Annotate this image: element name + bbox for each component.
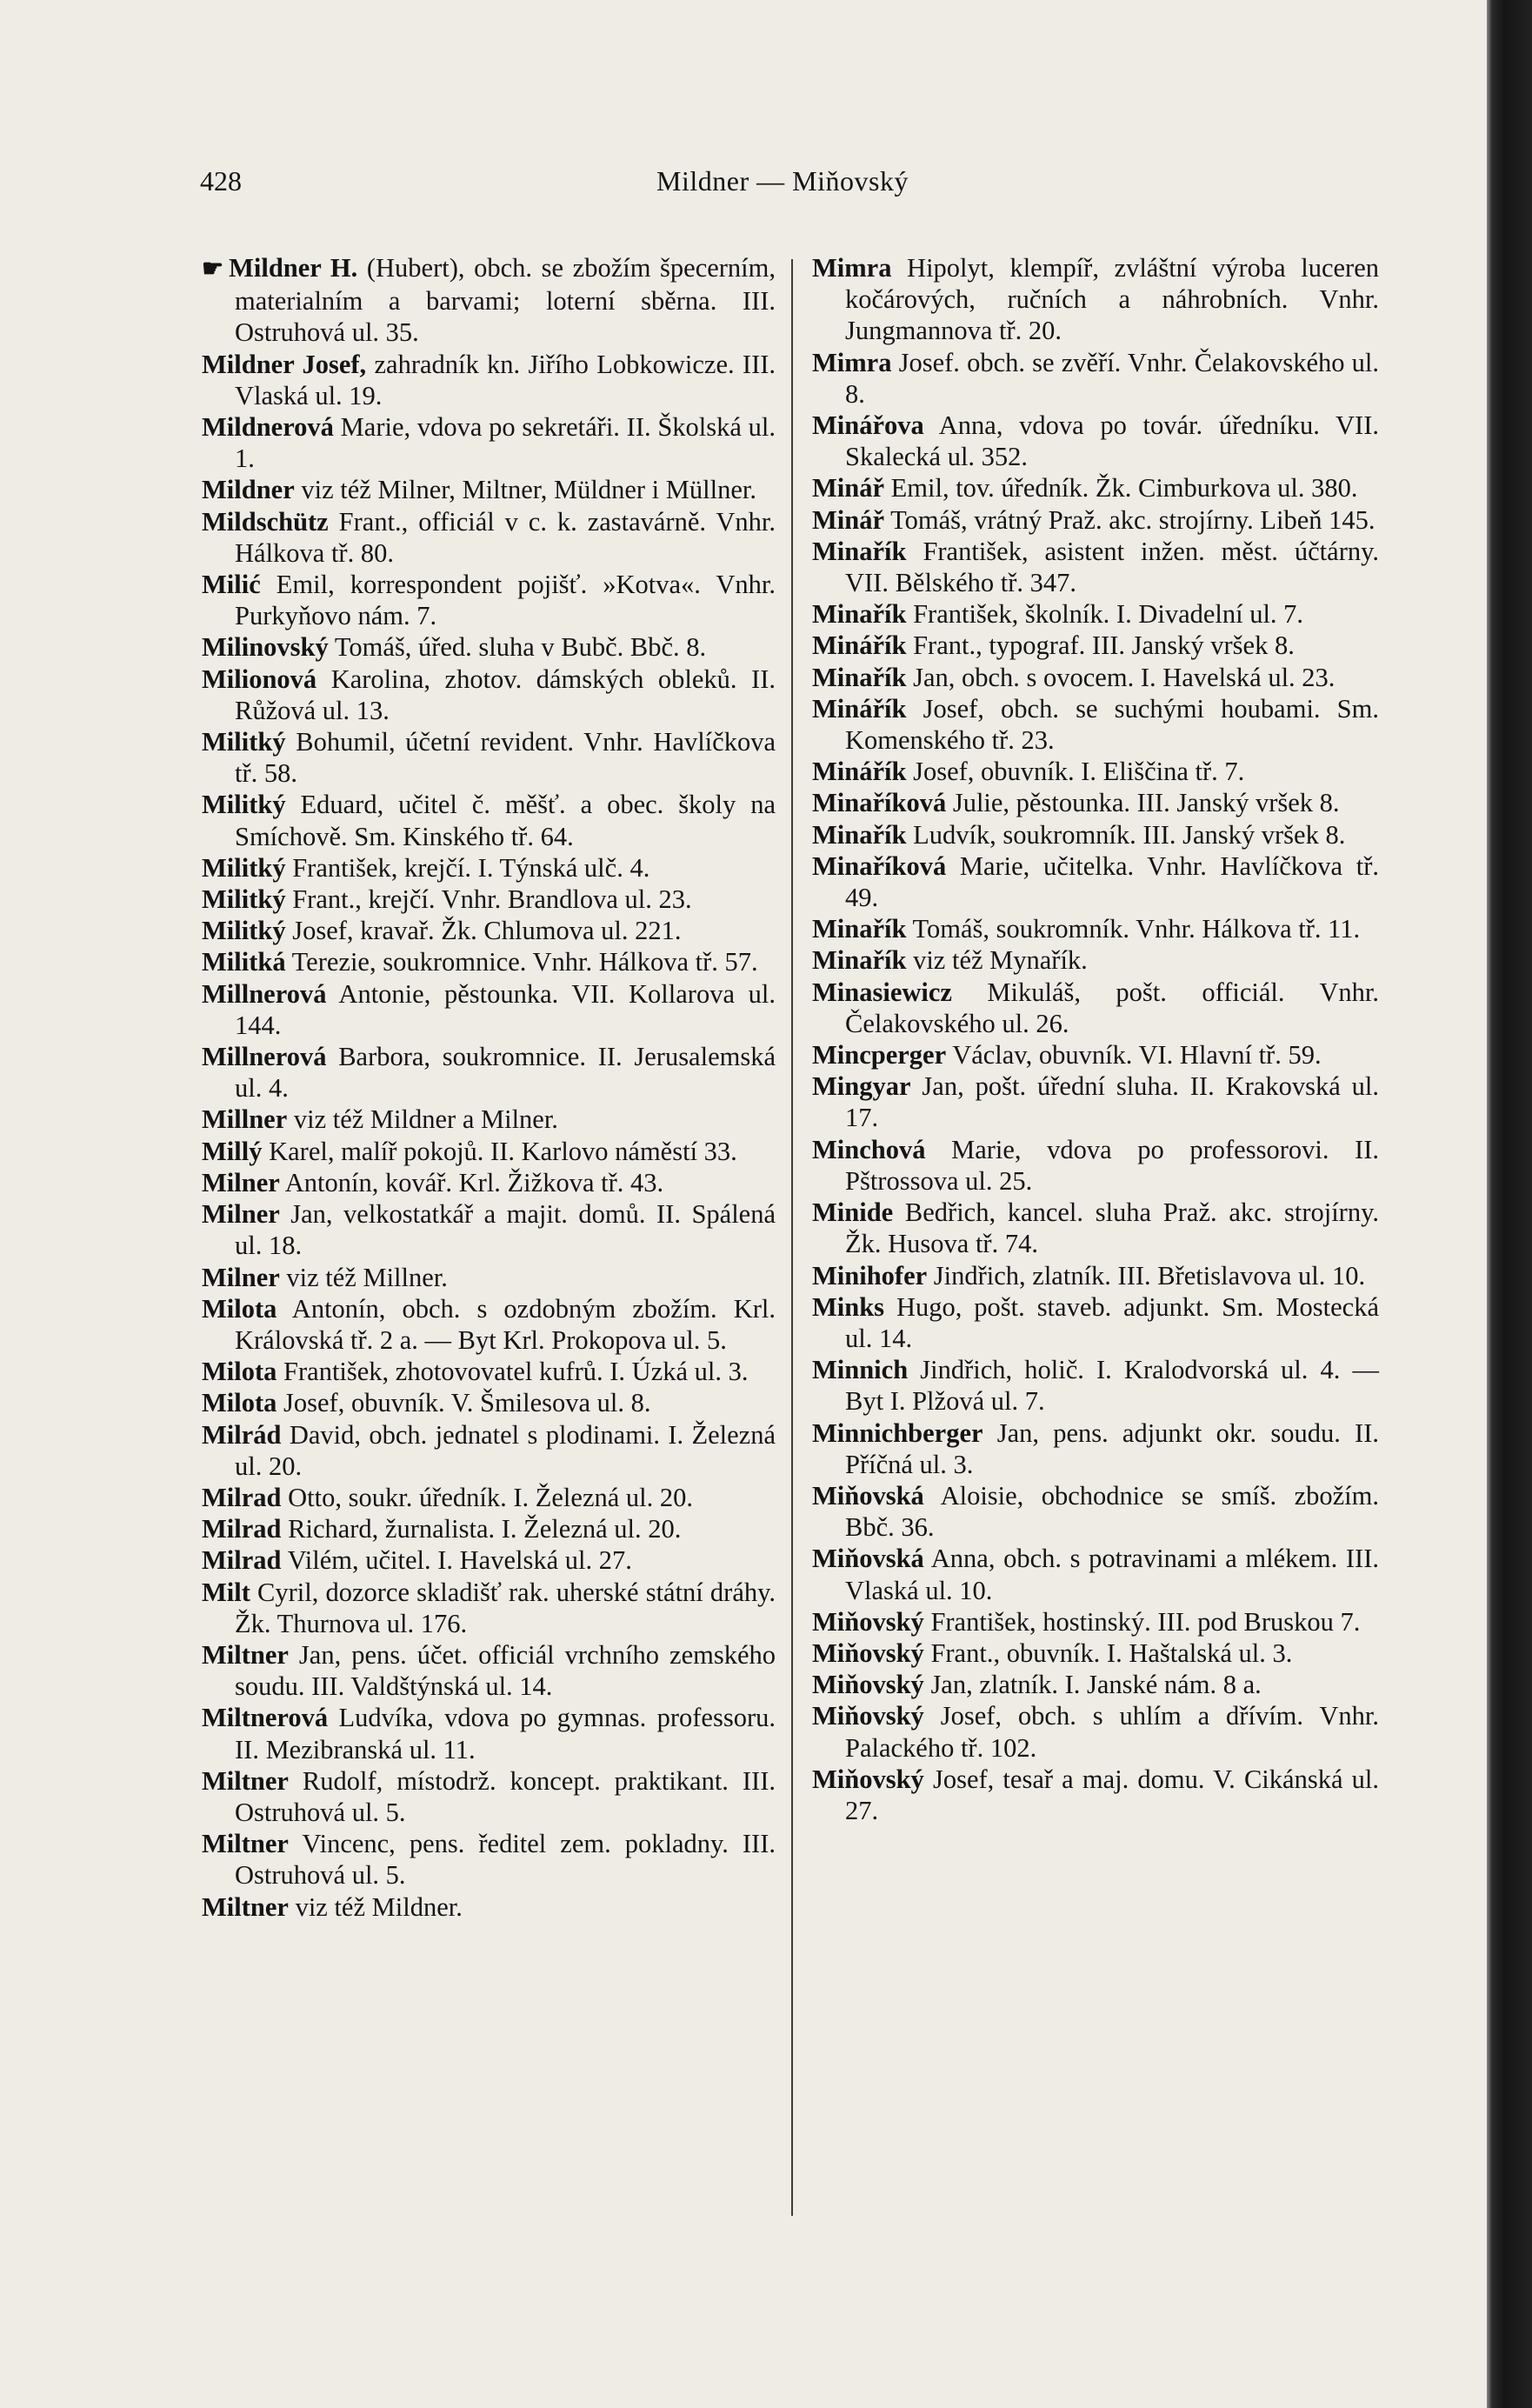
entry-name: Miltner xyxy=(202,1829,289,1859)
directory-entry xyxy=(812,504,1379,536)
entry-details: Mikuláš, pošt. officiál. Vnhr. Čelakovského ul. 26. xyxy=(845,977,1379,1038)
entry-name: Minks xyxy=(812,1291,885,1322)
entry-name: Minaříková xyxy=(812,850,947,881)
entry-details: Anna, obch. s potravinami a mlékem. III. Vlaská ul. 10. xyxy=(845,1544,1379,1605)
entry-name: Minařík xyxy=(812,945,907,976)
directory-entry xyxy=(812,598,1379,630)
directory-entry xyxy=(202,1136,776,1167)
entry-name: Miňovský xyxy=(812,1670,924,1700)
directory-entry xyxy=(202,1828,776,1891)
entry-details: Josef, tesař a maj. domu. V. Cikánská ul. 27. xyxy=(845,1764,1379,1825)
entry-details: Vincenc, pens. ředitel zem. pokladny. III. Ostruhová ul. 5. xyxy=(235,1829,776,1891)
entry-details: Otto, soukr. úředník. I. Železná ul. 20. xyxy=(281,1482,693,1512)
entry-name: Milrad xyxy=(202,1545,282,1576)
directory-entry xyxy=(812,693,1379,756)
entry-name: Mildner Josef, xyxy=(202,349,367,379)
entry-details: Antonín, obch. s ozdobným zbožím. Krl. Královská tř. 2 a. — Byt Krl. Prokopova ul. 5. xyxy=(235,1293,776,1355)
entry-name: Miltner xyxy=(202,1639,289,1670)
entry-details: Jan, pens. účet. officiál vrchního zemského soudu. III. Valdštýnská ul. 14. xyxy=(235,1639,776,1702)
left-column xyxy=(202,252,776,1923)
directory-entry xyxy=(202,1891,776,1923)
entry-details: Barbora, soukromnice. II. Jerusalemská ul. 4. xyxy=(235,1042,776,1104)
entry-details: Václav, obuvník. VI. Hlavní tř. 59. xyxy=(946,1040,1322,1071)
directory-entry xyxy=(202,1387,776,1418)
entry-name: Minide xyxy=(812,1197,894,1228)
entry-name: Milt xyxy=(202,1577,250,1607)
entry-name: Minnich xyxy=(812,1355,909,1385)
entry-details: Antonín, kovář. Krl. Žižkova tř. 43. xyxy=(279,1167,664,1197)
entry-details: viz též Mildner. xyxy=(288,1891,463,1922)
entry-details: Frant., typograf. III. Janský vršek 8. xyxy=(906,630,1295,661)
entry-details: Ludvík, soukromník. III. Janský vršek 8. xyxy=(906,819,1346,850)
entry-name: Militká xyxy=(202,947,286,977)
page-number: 428 xyxy=(200,165,242,197)
entry-details: Emil, tov. úředník. Žk. Cimburkova ul. 380. xyxy=(884,473,1358,504)
entry-name: Militký xyxy=(202,790,286,820)
directory-entry xyxy=(812,410,1379,472)
entry-details: viz též Mynařík. xyxy=(906,945,1088,976)
entry-name: Minasiewicz xyxy=(812,977,952,1007)
directory-entry xyxy=(812,1134,1379,1197)
entry-name: Mildner xyxy=(202,475,295,505)
entry-name: Milota xyxy=(202,1293,277,1324)
entry-name: Milinovský xyxy=(202,632,329,663)
directory-entry xyxy=(812,819,1379,850)
entry-name: Minařík xyxy=(812,536,907,566)
entry-details: Jindřich, zlatník. III. Břetislavova ul. 10. xyxy=(927,1260,1366,1291)
directory-entry xyxy=(812,1260,1379,1291)
entry-details: Josef, obuvník. I. Eliščina tř. 7. xyxy=(906,757,1245,787)
entry-name: Miltner xyxy=(202,1765,289,1796)
entry-name: Miňovská xyxy=(812,1480,924,1511)
directory-entry xyxy=(812,347,1379,410)
entry-name: Minařík xyxy=(812,914,907,944)
directory-entry xyxy=(812,630,1379,661)
directory-entry xyxy=(812,787,1379,818)
entry-name: Mildschütz xyxy=(202,506,329,537)
directory-entry xyxy=(812,1291,1379,1354)
entry-details: František, krejčí. I. Týnská ulč. 4. xyxy=(285,852,650,883)
directory-entry xyxy=(812,472,1379,504)
entry-name: Militký xyxy=(202,727,286,757)
entry-name: Militký xyxy=(202,916,286,946)
entry-details: František, zhotovovatel kufrů. I. Úzká ul. 3. xyxy=(276,1357,749,1387)
directory-entry xyxy=(812,1039,1379,1071)
directory-entry xyxy=(812,913,1379,944)
entry-name: Minaříková xyxy=(812,788,947,818)
entry-details: zahradník kn. Jiřího Lobkowicze. III. Vlaská ul. 19. xyxy=(235,349,776,410)
entry-details: viz též Milner, Miltner, Müldner i Müllner. xyxy=(294,475,756,505)
entry-details: Hipolyt, klempíř, zvláštní výroba luceren kočárových, ručních a náhrobních. Vnhr. Jungmannova tř. 20. xyxy=(845,253,1379,346)
entry-name: Miltnerová xyxy=(202,1703,329,1733)
entry-details: Richard, žurnalista. I. Železná ul. 20. xyxy=(281,1514,682,1544)
directory-entry xyxy=(812,662,1379,693)
directory-entry xyxy=(202,789,776,851)
entry-name: Milionová xyxy=(202,664,317,694)
entry-details: Eduard, učitel č. měšť. a obec. školy na Smíchově. Sm. Kinského tř. 64. xyxy=(235,790,776,851)
entry-details: Frant., krejčí. Vnhr. Brandlova ul. 23. xyxy=(285,884,692,915)
directory-entry xyxy=(202,1482,776,1513)
entry-name: Miňovský xyxy=(812,1764,924,1794)
directory-entry xyxy=(812,1669,1379,1700)
entry-details: Marie, učitelka. Vnhr. Havlíčkova tř. 49. xyxy=(845,850,1379,913)
entry-name: Minářík xyxy=(812,693,907,724)
entry-name: Miňovský xyxy=(812,1701,924,1731)
entry-name: Miňovský xyxy=(812,1606,924,1637)
directory-entry xyxy=(812,1354,1379,1417)
directory-entry xyxy=(202,664,776,726)
directory-entry xyxy=(202,1041,776,1104)
entry-details: viz též Millner. xyxy=(279,1262,448,1292)
entry-details: Karel, malíř pokojů. II. Karlovo náměstí 33. xyxy=(262,1136,737,1166)
directory-entry xyxy=(202,1544,776,1576)
entry-details: Cyril, dozorce skladišť rak. uherské státní dráhy. Žk. Thurnova ul. 176. xyxy=(235,1577,776,1638)
entry-details: Jan, velkostatkář a majit. domů. II. Spálená ul. 18. xyxy=(235,1199,776,1261)
directory-entry xyxy=(202,506,776,569)
directory-entry xyxy=(812,977,1379,1039)
entry-name: Millner xyxy=(202,1104,288,1135)
entry-details: Josef, obch. s uhlím a dřívím. Vnhr. Palackého tř. 102. xyxy=(845,1701,1379,1763)
directory-entry xyxy=(812,536,1379,598)
directory-entry xyxy=(202,1262,776,1293)
directory-entry xyxy=(202,915,776,946)
directory-entry xyxy=(202,852,776,884)
entry-name: Mingyar xyxy=(812,1071,911,1102)
directory-entry xyxy=(812,1700,1379,1763)
entry-details: Marie, vdova po sekretáři. II. Školská ul. 1. xyxy=(235,412,776,474)
entry-name: Milrad xyxy=(202,1514,282,1544)
entry-name: Milota xyxy=(202,1357,277,1387)
directory-entry xyxy=(202,1167,776,1198)
entry-details: Tomáš, úřed. sluha v Bubč. Bbč. 8. xyxy=(328,632,707,663)
directory-entry xyxy=(202,631,776,663)
directory-entry xyxy=(812,252,1379,347)
directory-entry xyxy=(202,252,776,349)
entry-name: Mildner H. xyxy=(229,253,358,283)
entry-name: Minařík xyxy=(812,662,907,692)
entry-name: Minářík xyxy=(812,757,907,787)
entry-name: Militký xyxy=(202,884,286,915)
directory-entry xyxy=(812,1543,1379,1605)
directory-entry xyxy=(202,726,776,789)
directory-entry xyxy=(202,1639,776,1702)
page-header xyxy=(200,165,1365,200)
entry-name: Milrád xyxy=(202,1419,282,1450)
directory-entry xyxy=(202,569,776,631)
directory-entry xyxy=(202,1702,776,1764)
entry-name: Militký xyxy=(202,852,286,883)
entry-details: Julie, pěstounka. III. Janský vršek 8. xyxy=(946,788,1340,818)
entry-name: Minářova xyxy=(812,410,924,441)
entry-details: Jan, pens. adjunkt okr. soudu. II. Příčná ul. 3. xyxy=(845,1417,1379,1479)
entry-details: Bedřich, kancel. sluha Praž. akc. strojírny. Žk. Husova tř. 74. xyxy=(845,1197,1379,1259)
directory-entry xyxy=(812,850,1379,913)
directory-entry xyxy=(202,1356,776,1387)
entry-name: Miňovská xyxy=(812,1544,924,1574)
column-divider xyxy=(791,259,793,2216)
directory-entry xyxy=(202,411,776,474)
directory-entry xyxy=(202,1198,776,1261)
entry-name: Minář xyxy=(812,473,885,504)
entry-name: Milner xyxy=(202,1199,280,1230)
entry-name: Minařík xyxy=(812,599,907,630)
entry-name: Millnerová xyxy=(202,978,327,1009)
entry-details: Josef. obch. se zvěří. Vnhr. Čelakovského ul. 8. xyxy=(845,347,1379,409)
directory-entry xyxy=(812,1606,1379,1638)
entry-details: Vilém, učitel. I. Havelská ul. 27. xyxy=(281,1545,632,1576)
entry-name: Minnichberger xyxy=(812,1417,983,1448)
directory-entry xyxy=(812,1071,1379,1133)
entry-details: Jan, obch. s ovocem. I. Havelská ul. 23. xyxy=(906,662,1336,692)
entry-name: Miňovský xyxy=(812,1638,924,1668)
entry-name: Milner xyxy=(202,1262,280,1292)
directory-entry xyxy=(202,1577,776,1639)
entry-details: Josef, obuvník. V. Šmilesova ul. 8. xyxy=(276,1388,651,1418)
entry-details: Jindřich, holič. I. Kralodvorská ul. 4. — Byt I. Plžová ul. 7. xyxy=(845,1355,1379,1417)
entry-details: Frant., officiál v c. k. zastavárně. Vnhr. Hálkova tř. 80. xyxy=(235,506,776,568)
directory-entry xyxy=(812,1764,1379,1826)
directory-entry xyxy=(202,1419,776,1482)
right-column xyxy=(812,252,1379,1826)
directory-entry xyxy=(812,1480,1379,1543)
entry-details: David, obch. jednatel s plodinami. I. Železná ul. 20. xyxy=(235,1419,776,1481)
pointing-hand-icon: ☛ xyxy=(202,256,224,283)
directory-entry xyxy=(202,946,776,977)
directory-entry xyxy=(202,474,776,505)
directory-entry xyxy=(202,884,776,915)
entry-details: František, hostinský. III. pod Bruskou 7. xyxy=(923,1606,1361,1637)
entry-name: Minihofer xyxy=(812,1260,928,1291)
directory-entry xyxy=(202,349,776,411)
page-edge-shadow xyxy=(1487,0,1532,2408)
entry-details: Hugo, pošt. staveb. adjunkt. Sm. Mostecká ul. 14. xyxy=(845,1291,1379,1353)
directory-entry xyxy=(812,1197,1379,1259)
entry-name: Minářík xyxy=(812,630,907,661)
entry-details: Bohumil, účetní revident. Vnhr. Havlíčkova tř. 58. xyxy=(235,727,776,789)
entry-details: Rudolf, místodrž. koncept. praktikant. III. Ostruhová ul. 5. xyxy=(235,1765,776,1827)
entry-name: Millnerová xyxy=(202,1042,327,1072)
entry-details: Josef, obch. se suchými houbami. Sm. Komenského tř. 23. xyxy=(845,693,1379,756)
entry-details: Terezie, soukromnice. Vnhr. Hálkova tř. 57. xyxy=(285,947,758,977)
entry-details: Karolina, zhotov. dámských obleků. II. Růžová ul. 13. xyxy=(235,664,776,725)
directory-entry xyxy=(202,978,776,1041)
directory-entry xyxy=(202,1765,776,1828)
directory-entry xyxy=(812,944,1379,976)
directory-entry xyxy=(812,1417,1379,1480)
entry-name: Mincperger xyxy=(812,1040,947,1071)
entry-details: (Hubert), obch. se zbožím špecerním, materialním a barvami; loterní sběrna. III. Ostruhová ul. 35. xyxy=(235,253,776,348)
entry-details: František, asistent inžen. měst. účtárny. VII. Bělského tř. 347. xyxy=(845,536,1379,598)
entry-details: Anna, vdova po továr. úředníku. VII. Skalecká ul. 352. xyxy=(845,410,1379,472)
entry-details: Antonie, pěstounka. VII. Kollarova ul. 144. xyxy=(235,978,776,1040)
entry-details: Jan, pošt. úřední sluha. II. Krakovská ul. 17. xyxy=(845,1071,1379,1133)
entry-name: Mildnerová xyxy=(202,412,334,443)
directory-entry xyxy=(202,1293,776,1356)
entry-details: Tomáš, vrátný Praž. akc. strojírny. Libeň 145. xyxy=(884,504,1375,535)
running-head: Mildner — Miňovský xyxy=(656,165,909,197)
directory-entry xyxy=(812,756,1379,787)
entry-details: Frant., obuvník. I. Haštalská ul. 3. xyxy=(923,1638,1293,1668)
entry-details: František, školník. I. Divadelní ul. 7. xyxy=(906,599,1304,630)
directory-entry xyxy=(202,1104,776,1135)
entry-name: Millý xyxy=(202,1136,263,1166)
entry-details: Marie, vdova po professorovi. II. Pštrossova ul. 25. xyxy=(845,1134,1379,1196)
entry-details: Jan, zlatník. I. Janské nám. 8 a. xyxy=(923,1670,1262,1700)
entry-name: Mimra xyxy=(812,253,892,283)
directory-entry xyxy=(812,1638,1379,1669)
entry-details: Ludvíka, vdova po gymnas. professoru. II. Mezibranská ul. 11. xyxy=(235,1703,776,1764)
entry-name: Milrad xyxy=(202,1482,282,1512)
entry-details: viz též Mildner a Milner. xyxy=(287,1104,558,1135)
entry-name: Milner xyxy=(202,1167,280,1197)
entry-details: Aloisie, obchodnice se smíš. zbožím. Bbč. 36. xyxy=(845,1480,1379,1543)
entry-name: Mimra xyxy=(812,347,892,377)
entry-name: Milota xyxy=(202,1388,277,1418)
entry-name: Miltner xyxy=(202,1891,289,1922)
entry-details: Tomáš, soukromník. Vnhr. Hálkova tř. 11. xyxy=(906,914,1361,944)
entry-name: Minář xyxy=(812,504,885,535)
entry-name: Minchová xyxy=(812,1134,926,1164)
entry-details: Josef, kravař. Žk. Chlumova ul. 221. xyxy=(285,916,682,946)
entry-name: Milić xyxy=(202,570,261,600)
entry-name: Minařík xyxy=(812,819,907,850)
directory-entry xyxy=(202,1513,776,1544)
entry-details: Emil, korrespondent pojišť. »Kotva«. Vnhr. Purkyňovo nám. 7. xyxy=(235,570,776,631)
